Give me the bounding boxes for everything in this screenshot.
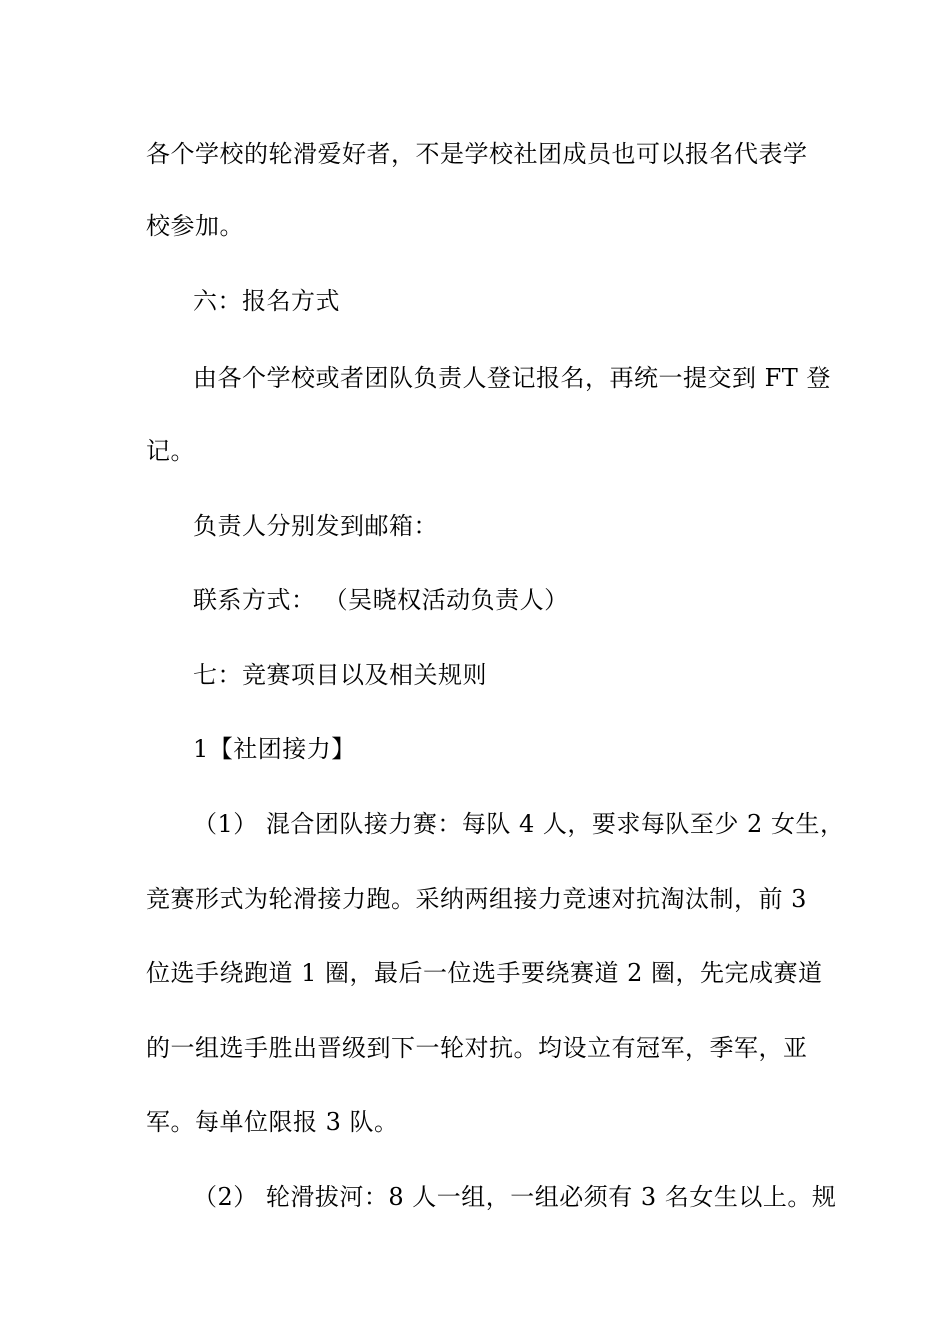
subsection-heading-relay: 1【社团接力】	[193, 735, 356, 763]
paragraph-line: 记。	[146, 437, 195, 465]
paragraph-line: 校参加。	[146, 212, 244, 240]
paragraph-line: 各个学校的轮滑爱好者，不是学校社团成员也可以报名代表学	[146, 140, 808, 168]
paragraph-line: 竞赛形式为轮滑接力跑。采纳两组接力竞速对抗淘汰制，前 3	[146, 885, 807, 913]
paragraph-line: 由各个学校或者团队负责人登记报名，再统一提交到 FT 登	[193, 364, 831, 392]
contact-line: 联系方式： （吴晓权活动负责人）	[193, 586, 569, 614]
paragraph-line: 负责人分别发到邮箱：	[193, 512, 438, 540]
paragraph-line: （2） 轮滑拔河：8 人一组，一组必须有 3 名女生以上。规	[193, 1183, 837, 1211]
paragraph-line: （1） 混合团队接力赛：每队 4 人，要求每队至少 2 女生，	[193, 810, 845, 838]
paragraph-line: 的一组选手胜出晋级到下一轮对抗。均设立有冠军，季军，亚	[146, 1034, 808, 1062]
paragraph-line: 军。每单位限报 3 队。	[146, 1108, 399, 1136]
section-heading-registration: 六：报名方式	[193, 287, 340, 315]
paragraph-line: 位选手绕跑道 1 圈，最后一位选手要绕赛道 2 圈，先完成赛道	[146, 959, 823, 987]
section-heading-rules: 七：竞赛项目以及相关规则	[193, 661, 487, 689]
